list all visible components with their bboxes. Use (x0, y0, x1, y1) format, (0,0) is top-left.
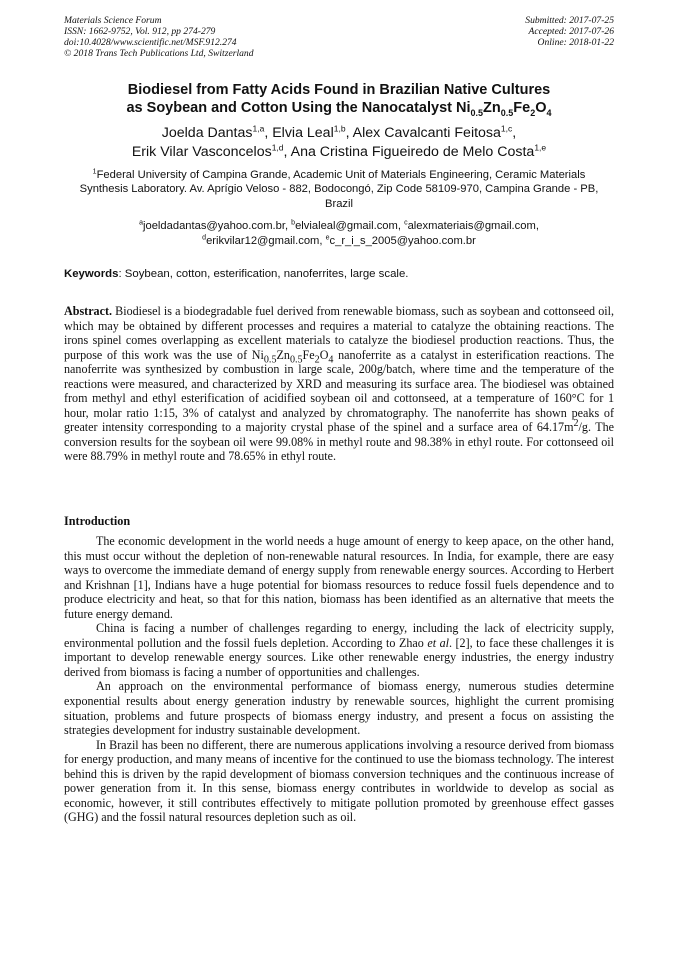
paper-title (40, 81, 638, 117)
abstract: Abstract. Biodiesel is a biodegradable fuel derived from renewable biomass, such as soybean and cottonseed oil, which may be obtained by different processes and requires a material to catalyze the obtaining reactions. The irons spinel comes overlapping as excellent materials to catalyze the biodiesel production reactions. Thus, the purpose of this work was the use of $Ni_{0.5}Zn_{0.5}Fe_2O_4$ nanoferrite as a catalyst in esterification reactions. The nanoferrite was synthesized by combustion in large scale, 200g/batch, where time and the temperature of the reactions were measured, and characterized by XRD and measuring its surface area. The biodiesel was obtained from methyl and ethyl esterification of acidified soybean oil and cottonseed, at a temperature of 160°C for 1 hour, molar ratio 1:15, 3% of catalyst and analyzed by chromatography. The nanoferrite has shown peaks of greater intensity corresponding to a majority crystal phase of the spinel and a surface area of $64.17m^2/g$. The conversion results for the soybean oil were 99.08% in methyl route and 98.38% in ethyl route. For cottonseed oil were 88.79% in methyl route and 78.65% in ethyl route. (64, 304, 614, 464)
author-line-2: Erik Vilar Vasconcelos$^{1,d}$, Ana Cristina Figueiredo de Melo Costa$^{1,e}$ (131, 142, 547, 160)
author-name: Elvia Leal (272, 125, 334, 141)
author-name: Alex Cavalcanti Feitosa (352, 125, 501, 141)
title-line-1: Biodiesel from Fatty Acids Found in Brazilian Native Cultures (127, 82, 551, 98)
author-list (40, 124, 638, 162)
email-link[interactable]: elvialeal@gmail.com (295, 220, 398, 232)
paragraph: The economic development in the world needs a huge amount of energy to keep apace, on the other hand, this must occur without the depletion of non-renewable natural resources. In India, for example, there are easy ways to overcome the immediate demand of energy supply from renewable energy sources. According to Herbert and Krishnan [1], Indians have a huge potential for biomass resources to reduce fossil fuels dependence and to produce electricity and heat, so that for this nation, biomass has been identified as an alternative that meets the future energy demand. (64, 534, 614, 621)
keywords-label: Keywords (64, 268, 119, 280)
keywords (64, 267, 614, 281)
email-link[interactable]: c_r_i_s_2005@yahoo.com.br (329, 234, 476, 247)
email-link[interactable]: erikvilar12@gmail.com (206, 234, 320, 247)
affiliation: $^1$Federal University of Campina Grande, Academic Unit of Materials Engineering, Ceramic Materials Synthesis Laboratory. Av. Aprígio Veloso - 882, Bodocongó, Zip Code 58109-970, Campina Grande - PB, Brazil (79, 168, 599, 210)
email-line-1: $^a$joeldadantas@yahoo.com.br, $^b$elvialeal@gmail.com, $^c$alexmateriais@gmail.com, (139, 219, 539, 232)
online-date: Online: 2018-01-22 (537, 37, 614, 48)
doi-line: doi:10.4028/www.scientific.net/MSF.912.274 (64, 37, 237, 48)
author-name: Erik Vilar Vasconcelos (131, 144, 272, 160)
accepted-date: Accepted: 2017-07-26 (528, 26, 614, 37)
journal-header-left (64, 15, 254, 59)
email-link[interactable]: joeldadantas@yahoo.com.br (142, 220, 285, 232)
keywords-text: : Soybean, cotton, esterification, nanoferrites, large scale. (118, 268, 409, 280)
title-line-2: as Soybean and Cotton Using the Nanocatalyst $Ni_{0.5}Zn_{0.5}Fe_2O_4$ (126, 100, 552, 118)
section-heading-introduction: Introduction (64, 514, 131, 528)
journal-header-right (525, 15, 614, 48)
introduction-body (64, 534, 614, 825)
abstract-label: Abstract. (64, 304, 113, 318)
submitted-date: Submitted: 2017-07-25 (525, 15, 614, 26)
email-link[interactable]: alexmateriais@gmail.com (407, 220, 536, 232)
author-name: Ana Cristina Figueiredo de Melo Costa (290, 144, 535, 160)
email-line-2: $^d$erikvilar12@gmail.com, $^e$c_r_i_s_2005@yahoo.com.br (202, 233, 476, 247)
paragraph: An approach on the environmental performance of biomass energy, numerous studies determine exponential results about energy generation industry by renewable sources, highlight the current promising situation, problems and future prospects of biomass energy industry, and present a focus on assisting the strategies development for industry sustainable development. (64, 679, 614, 738)
copyright-line: © 2018 Trans Tech Publications Ltd, Switzerland (64, 48, 254, 59)
author-emails (70, 219, 608, 248)
paragraph: China is facing a number of challenges regarding to energy, including the lack of electricity supply, environmental pollution and the fossil fuels depletion. According to Zhao et al. [2], to face these challenges it is important to develop renewable energy sources. Like other renewable energy industries, the energy industry derived from biomass is facing a number of opportunities and challenges. (64, 621, 614, 679)
journal-name: Materials Science Forum (64, 15, 162, 26)
author-line-1: Joelda Dantas$^{1,a}$, Elvia Leal$^{1,b}$, Alex Cavalcanti Feitosa$^{1,c}$, (161, 123, 517, 141)
author-name: Joelda Dantas (161, 125, 253, 141)
issn-line: ISSN: 1662-9752, Vol. 912, pp 274-279 (64, 26, 216, 37)
paragraph: In Brazil has been no different, there are numerous applications involving a resource derived from biomass for energy production, and many means of incentive for the continued to use the biomass technology. The interest behind this is driven by the rapid development of biomass conversion techniques and the continuous increase of power generation from it. In this sense, biomass energy contributes in worldwide to develop as social as economic, however, it still contributes effectively to mitigate pollution promoted by greenhouse effect gasses (GHG) and the fossil natural resources depletion such as oil. (64, 737, 614, 825)
